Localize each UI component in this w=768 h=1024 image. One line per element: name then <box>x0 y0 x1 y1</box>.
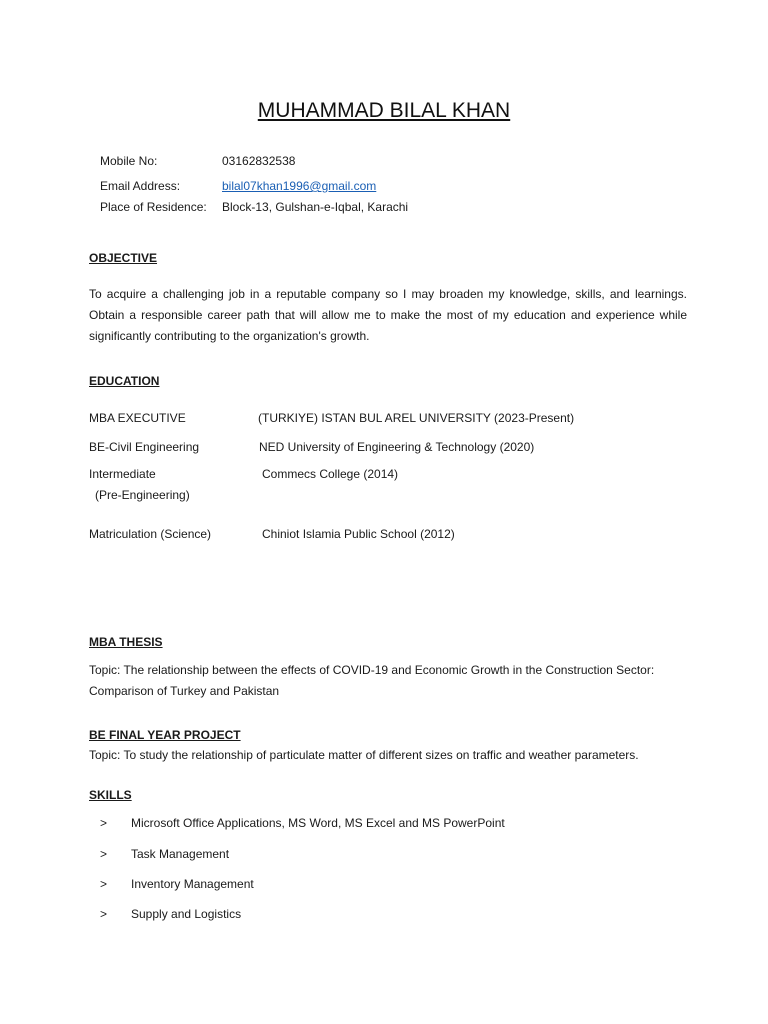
objective-heading: OBJECTIVE <box>89 251 158 265</box>
mba-thesis-text: Topic: The relationship between the effects of COVID-19 and Economic Growth in the Construction Sector: Comparison of Turkey and Pakistan <box>89 663 655 698</box>
be-project-heading: BE FINAL YEAR PROJECT <box>89 728 241 742</box>
skill-item: Supply and Logistics <box>131 907 242 921</box>
education-institution: (TURKIYE) ISTAN BUL AREL UNIVERSITY (2023-Present) <box>258 411 575 425</box>
skill-bullet: > <box>100 847 108 861</box>
skill-bullet: > <box>100 907 108 921</box>
education-degree: BE-Civil Engineering <box>89 440 200 454</box>
education-degree-sub: (Pre-Engineering) <box>95 488 190 502</box>
skill-item: Microsoft Office Applications, MS Word, MS Excel and MS PowerPoint <box>131 816 505 830</box>
mobile-value: 03162832538 <box>222 154 296 168</box>
mba-thesis-heading: MBA THESIS <box>89 635 163 649</box>
skill-item: Inventory Management <box>131 877 254 891</box>
education-degree: MBA EXECUTIVE <box>89 411 186 425</box>
education-institution: Chiniot Islamia Public School (2012) <box>262 527 455 541</box>
email-link[interactable]: bilal07khan1996@gmail.com <box>222 179 377 193</box>
skills-heading: SKILLS <box>89 788 132 802</box>
resume-name: MUHAMMAD BILAL KHAN <box>257 99 511 122</box>
be-project-text: Topic: To study the relationship of particulate matter of different sizes on traffic and weather parameters. <box>89 748 639 762</box>
residence-value: Block-13, Gulshan-e-Iqbal, Karachi <box>222 200 409 214</box>
skill-bullet: > <box>100 877 108 891</box>
education-degree: Matriculation (Science) <box>89 527 212 541</box>
email-label: Email Address: <box>100 179 181 193</box>
skill-item: Task Management <box>131 847 230 861</box>
education-degree: Intermediate <box>89 467 156 481</box>
residence-label: Place of Residence: <box>100 200 207 214</box>
objective-text: To acquire a challenging job in a reputable company so I may broaden my knowledge, skills, and learnings. Obtain a responsible career path that will allow me to make the most of my education and experience while significantly contributing to the organization's growth. <box>89 287 687 343</box>
education-institution: Commecs College (2014) <box>262 467 399 481</box>
education-institution: NED University of Engineering & Technology (2020) <box>259 440 535 454</box>
education-heading: EDUCATION <box>89 374 160 388</box>
mobile-label: Mobile No: <box>100 154 158 168</box>
skill-bullet: > <box>100 816 108 830</box>
